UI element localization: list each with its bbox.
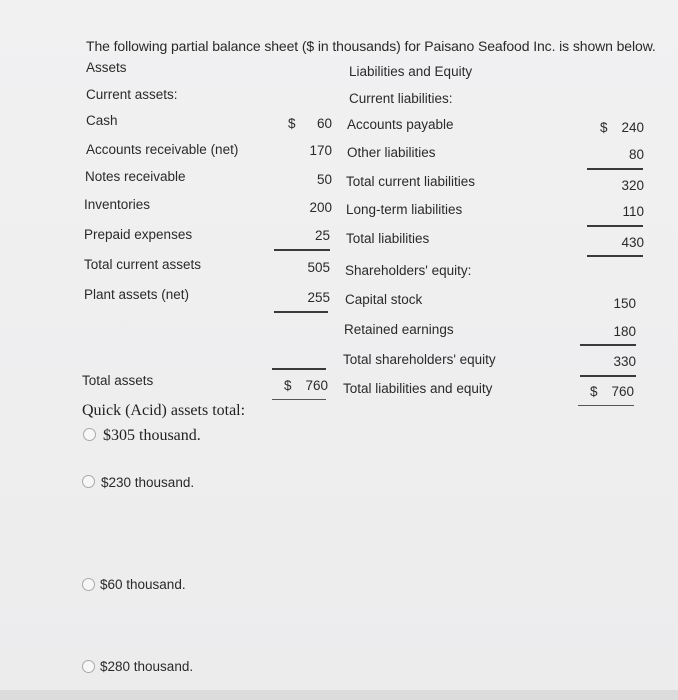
radio-280[interactable] — [82, 660, 95, 673]
asset-label-prepaid: Prepaid expenses — [84, 227, 193, 242]
rule-total-assets-top — [272, 368, 326, 370]
underline-total-liabilities — [587, 255, 643, 257]
liab-value-capital-stock: 150 — [613, 296, 636, 311]
asset-value-cash: 60 — [316, 116, 332, 131]
liab-value-total-liabilities: 430 — [621, 235, 644, 250]
liab-label-capital-stock: Capital stock — [345, 292, 423, 307]
liab-currency-total: $ — [590, 384, 598, 399]
question-intro: The following partial balance sheet ($ in thousands) for Paisano Seafood Inc. is shown below. — [86, 38, 656, 54]
option-305-label: $305 thousand. — [103, 427, 201, 444]
asset-currency-cash: $ — [288, 116, 296, 131]
liab-label-other: Other liabilities — [347, 145, 436, 160]
liabilities-header: Liabilities and Equity — [349, 64, 473, 79]
liab-value-total-equity: 330 — [613, 354, 636, 369]
equity-header: Shareholders' equity: — [345, 263, 472, 278]
liab-value-retained: 180 — [613, 324, 636, 339]
asset-label-inventories: Inventories — [84, 197, 151, 212]
double-rule-total-assets — [272, 399, 326, 400]
asset-value-ar: 170 — [309, 143, 332, 158]
liab-value-ap: 240 — [621, 120, 644, 135]
underline-total-equity — [580, 375, 636, 377]
liab-label-long-term: Long-term liabilities — [346, 202, 463, 217]
asset-label-plant: Plant assets (net) — [84, 287, 190, 302]
asset-value-total: 760 — [305, 378, 328, 393]
asset-value-total-current: 505 — [307, 260, 330, 275]
current-assets-header: Current assets: — [86, 87, 178, 102]
liab-value-long-term: 110 — [622, 204, 644, 219]
question-prompt: Quick (Acid) assets total: — [82, 402, 246, 419]
underline-retained — [580, 344, 636, 346]
asset-label-total: Total assets — [82, 373, 154, 388]
bottom-edge — [0, 690, 678, 700]
underline-prepaid — [274, 249, 330, 251]
asset-label-ar: Accounts receivable (net) — [86, 142, 239, 157]
radio-60[interactable] — [82, 578, 95, 591]
liab-label-total-liabilities: Total liabilities — [346, 231, 430, 246]
option-280-label: $280 thousand. — [100, 659, 194, 674]
option-60-label: $60 thousand. — [100, 577, 186, 592]
radio-305[interactable] — [83, 428, 96, 441]
assets-header: Assets — [86, 60, 127, 75]
asset-label-total-current: Total current assets — [84, 257, 202, 272]
liab-label-total: Total liabilities and equity — [343, 381, 493, 396]
double-rule-total-liabilities — [578, 405, 634, 406]
liab-label-total-current: Total current liabilities — [346, 174, 476, 189]
liab-currency-ap: $ — [600, 120, 608, 135]
asset-label-cash: Cash — [86, 113, 118, 128]
asset-value-notes: 50 — [316, 172, 332, 187]
radio-230[interactable] — [82, 475, 95, 488]
asset-label-notes: Notes receivable — [85, 169, 186, 184]
liab-label-ap: Accounts payable — [347, 117, 454, 132]
underline-other-liabilities — [587, 168, 643, 170]
asset-currency-total: $ — [284, 378, 292, 393]
asset-value-prepaid: 25 — [314, 228, 330, 243]
asset-value-plant: 255 — [307, 290, 330, 305]
option-230-label: $230 thousand. — [101, 475, 195, 490]
liab-value-total: 760 — [611, 384, 634, 399]
underline-plant — [274, 311, 328, 313]
liab-label-total-equity: Total shareholders' equity — [343, 352, 496, 367]
liab-value-other: 80 — [628, 147, 644, 162]
underline-long-term — [587, 225, 643, 227]
current-liabilities-header: Current liabilities: — [349, 91, 453, 106]
asset-value-inventories: 200 — [309, 200, 332, 215]
liab-label-retained: Retained earnings — [344, 322, 454, 337]
liab-value-total-current: 320 — [621, 178, 644, 193]
